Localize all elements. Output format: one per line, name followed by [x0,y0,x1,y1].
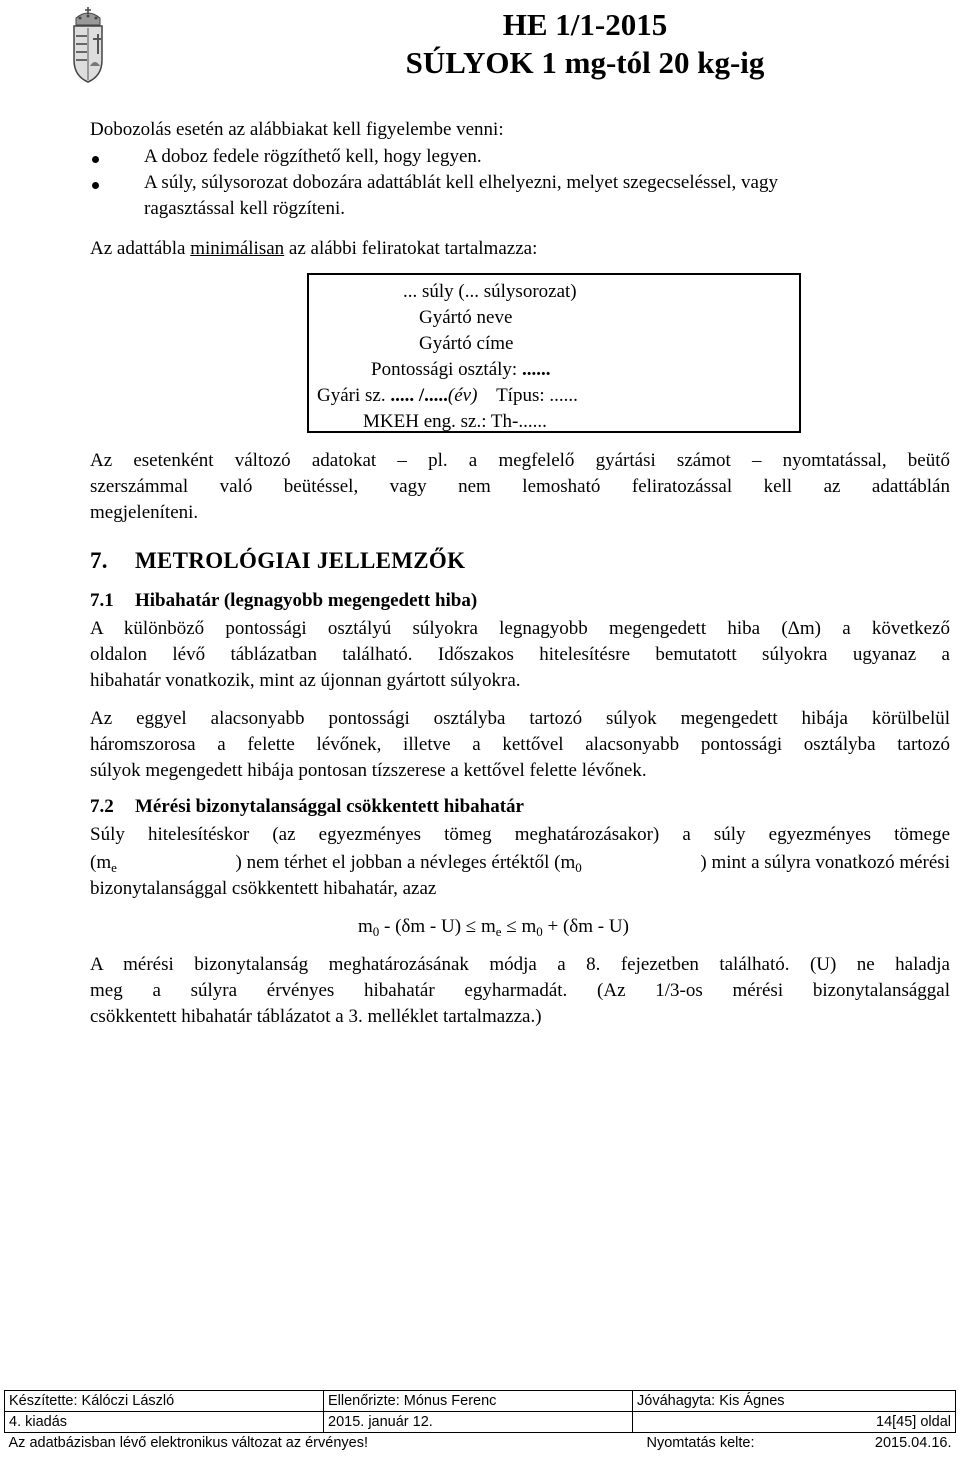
plate-intro-text-end: az alábbi feliratokat tartalmazza: [284,238,538,259]
p1-line2-part-b: ) nem térhet el jobban a névleges értéktől ($m_0$ [235,852,582,875]
bullet-item-plate-line2: ragasztással kell rögzíteni. [144,198,346,219]
section-7-2-title: Mérési bizonytalansággal csökkentett hibahatár [135,796,524,817]
footer-approved-by: Jóváhagyta: Kis Ágnes [633,1391,956,1412]
footer-print-label: Nyomtatás kelte: [646,1434,755,1451]
section-7-1-title: Hibahatár (legnagyobb megengedett hiba) [135,590,478,611]
header-title-code: HE 1/1-2015 [502,7,668,42]
section-7-title: METROLÓGIAI JELLEMZŐK [135,548,466,573]
p1-line2-part-a: ($m_e$ [90,852,117,875]
section-7-1-p2-line3: súlyok megengedett hibája pontosan tízszerese a kettővel felette lévőnek. [90,760,647,781]
plate-line-maker-name: Gyártó neve [419,307,513,328]
footer-prepared-by: Készítette: Kálóczi László [5,1391,324,1412]
bullet-dot [92,156,99,163]
section-7-2-p2-line3: csökkentett hibahatár táblázatot a 3. melléklet tartalmazza.) [90,1006,542,1027]
footer-validity-note: Az adatbázisban lévő elektronikus változat az érvényes! [8,1434,368,1451]
subscript-0: 0 [575,860,582,875]
plate-intro-underlined: minimálisan [190,238,285,259]
document-footer-table [4,1390,956,1453]
plate-line-accuracy-class [371,357,861,383]
section-7-1-p2-line2: háromszorosa a felette lévőnek, illetve a kettővel alacsonyabb pontossági osztályba tartozó [90,734,950,755]
plate-serial-label: Gyári sz. [317,385,391,406]
section-7-2-p1-line1: Súly hitelesítéskor (az egyezményes tömeg meghatározásakor) a súly egyezményes tömege [90,824,950,845]
coat-of-arms-logo [66,6,110,84]
section-7-number: 7. [90,548,108,573]
section-7-2-number: 7.2 [90,796,114,817]
variable-data-line1: Az esetenként változó adatokat – pl. a megfelelő gyártási számot – nyomtatással, beütő [90,450,950,471]
plate-serial-dots: ..... /..... [390,385,448,406]
section-7-1-p2-line1: Az eggyel alacsonyabb pontossági osztályba tartozó súlyok megengedett hibája körülbelül [90,708,950,729]
footer-page-number: 14[45] oldal [633,1412,956,1433]
footer-print-date: 2015.04.16. [874,1434,952,1451]
plate-line-serial [317,383,807,409]
plate-type-label: Típus: ...... [477,385,578,406]
plate-accuracy-label: Pontossági osztály: [371,359,522,380]
section-7-2-p2-line1: A mérési bizonytalanság meghatározásának módja a 8. fejezetben található. (U) ne haladja [90,954,950,975]
footer-checked-by: Ellenőrizte: Mónus Ferenc [324,1391,633,1412]
bullet-dot [92,182,99,189]
header-title-subject: SÚLYOK 1 mg-tól 20 kg-ig [405,45,765,80]
variable-data-line3: megjeleníteni. [90,502,199,523]
plate-line-weight: ... súly (... súlysorozat) [403,281,577,302]
plate-line-approval: MKEH eng. sz.: Th-...... [363,411,547,432]
section-7-1-number: 7.1 [90,590,114,611]
footer-row-signatures [5,1391,956,1412]
plate-serial-year: (év) [447,385,478,406]
section-7-2-p1-line2 [90,850,950,876]
document-header-title [360,6,810,82]
section-7-2-p1-line3: bizonytalansággal csökkentett hibahatár, azaz [90,878,437,899]
packaging-lead: Dobozolás esetén az alábbiakat kell figyelembe venni: [90,119,504,140]
bullet-item-lid: A doboz fedele rögzíthető kell, hogy legyen. [144,146,482,167]
section-7-1-p1-line2: oldalon lévő táblázatban található. Időszakos hitelesítésre bemutatott súlyokra ugyanaz a [90,644,950,665]
plate-line-maker-address: Gyártó címe [419,333,514,354]
footer-row-edition [5,1412,956,1433]
footer-edition: 4. kiadás [5,1412,324,1433]
p1-line2-part-c: ) mint a súlyra vonatkozó mérési [700,852,950,873]
footer-row-validity [5,1433,956,1454]
section-7-2-p2-line2: meg a súlyra érvényes hibahatár egyharmadát. (Az 1/3-os mérési bizonytalansággal [90,980,950,1001]
variable-data-line2: szerszámmal való beütéssel, vagy nem lemosható feliratozással kell az adattáblán [90,476,950,497]
bullet-item-plate-line1: A súly, súlysorozat dobozára adattáblát kell elhelyezni, melyet szegecseléssel, vagy [144,172,778,193]
plate-intro-text: Az adattábla [90,238,191,259]
plate-intro [90,236,537,262]
data-plate-box [307,273,801,433]
footer-print-info [633,1433,956,1454]
plate-accuracy-dots: ...... [521,359,551,380]
tolerance-formula: $m_0 - (\delta m - U) \le m_e \le m_0 + (\delta m - U)$ [358,916,629,939]
section-7-1-p1-line1: A különböző pontossági osztályú súlyokra legnagyobb megengedett hiba (Δm) a következő [90,618,950,639]
subscript-e: e [111,860,117,875]
section-7-1-p1-line3: hibahatár vonatkozik, mint az újonnan gyártott súlyokra. [90,670,521,691]
footer-date: 2015. január 12. [324,1412,633,1433]
